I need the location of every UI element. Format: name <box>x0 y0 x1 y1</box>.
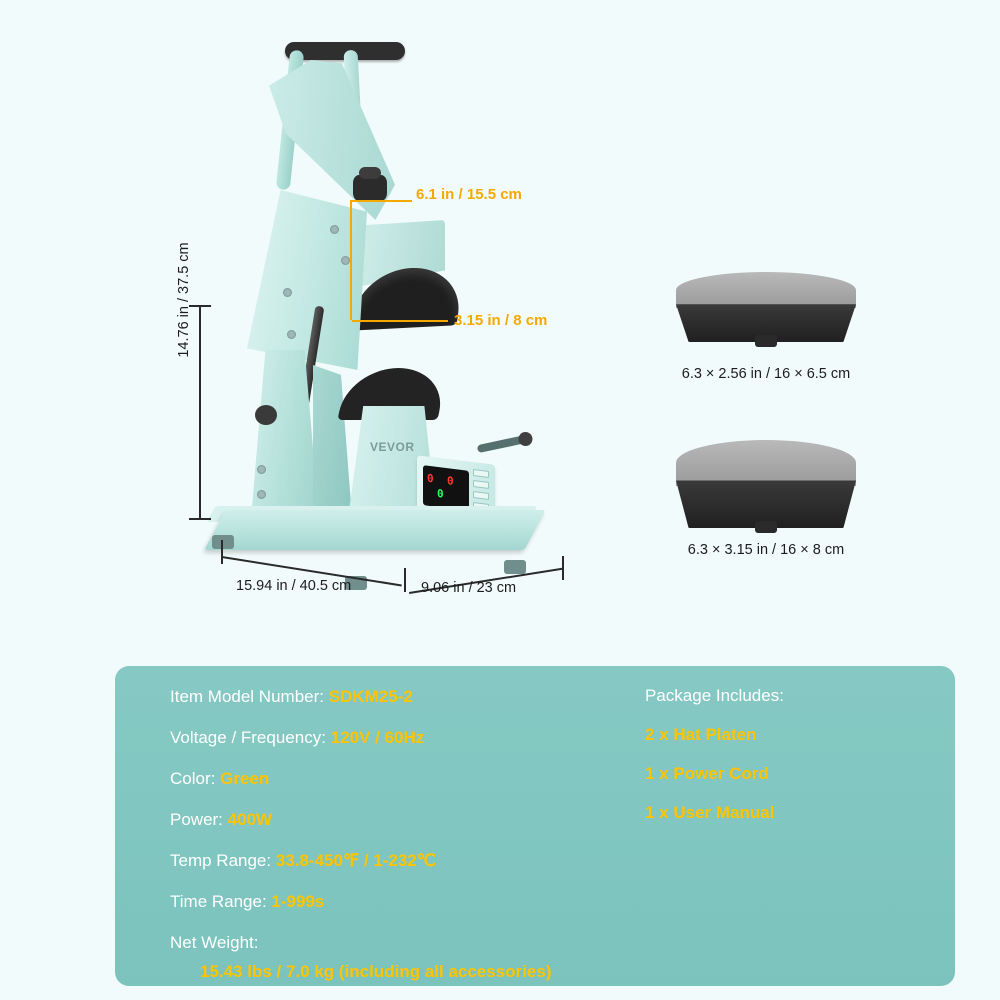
control-buttons[interactable] <box>473 469 489 511</box>
base-foot <box>504 560 526 574</box>
dim-tick-right <box>562 556 564 580</box>
adjust-lever <box>477 435 528 453</box>
spec-row-voltage <box>170 727 650 749</box>
brand-logo: VEVOR <box>370 440 415 454</box>
base-foot <box>212 535 234 549</box>
dim-machine-depth: 9.06 in / 23 cm <box>421 580 517 596</box>
spec-row-color <box>170 768 650 790</box>
spec-label: Temp Range: <box>170 851 272 870</box>
leader-line-platen-depth <box>352 320 448 322</box>
package-item: 2 x Hat Platen <box>645 725 757 744</box>
dim-platen-depth: 3.15 in / 8 cm <box>454 312 548 329</box>
bolt-icon <box>287 330 296 339</box>
side-knob <box>255 405 277 425</box>
platen-cushion <box>676 272 856 308</box>
bolt-icon <box>330 225 339 234</box>
machine-body-upper <box>247 190 367 370</box>
spec-row-power <box>170 809 650 831</box>
spec-value: 120V / 60Hz <box>330 728 425 747</box>
spec-value: 33.8-450℉ / 1-232℃ <box>275 851 436 870</box>
base-plate <box>204 510 545 550</box>
bolt-icon <box>283 288 292 297</box>
hat-platen-small-label: 6.3 × 2.56 in / 16 × 6.5 cm <box>681 366 851 382</box>
heat-press-machine <box>195 20 565 590</box>
bolt-icon <box>341 256 350 265</box>
spec-value: 400W <box>227 810 273 829</box>
spec-row-net-weight <box>170 932 650 954</box>
spec-value: SDKM25-2 <box>328 687 413 706</box>
spec-label: Time Range: <box>170 892 267 911</box>
package-list <box>645 686 935 842</box>
spec-row-time-range <box>170 891 650 913</box>
spec-label: Power: <box>170 810 223 829</box>
dim-tick-bottom <box>189 518 211 520</box>
dim-tick-mid <box>404 568 406 592</box>
platen-stud <box>755 335 777 347</box>
specification-panel <box>115 666 955 986</box>
display-secondary-value: 0 <box>437 486 444 501</box>
bolt-icon <box>257 465 266 474</box>
display-time-value: 0 <box>447 474 454 488</box>
hat-platen-small <box>676 272 856 342</box>
spec-value-net-weight: 15.43 lbs / 7.0 kg (including all accessories) <box>200 962 552 981</box>
dim-line-height <box>199 305 201 520</box>
dim-machine-width: 15.94 in / 40.5 cm <box>236 578 352 594</box>
package-item: 1 x User Manual <box>645 803 775 822</box>
spec-list <box>170 686 650 982</box>
digital-display <box>423 465 469 511</box>
dim-machine-height: 14.76 in / 37.5 cm <box>176 242 192 358</box>
spec-label: Net Weight: <box>170 933 259 952</box>
dim-upper-platen-height: 6.1 in / 15.5 cm <box>416 186 522 203</box>
spec-row-model <box>170 686 650 708</box>
package-item: 1 x Power Cord <box>645 764 769 783</box>
spec-label: Item Model Number: <box>170 687 324 706</box>
spec-value: 1-999s <box>271 892 325 911</box>
platen-stud <box>755 521 777 533</box>
platen-cushion <box>676 440 856 486</box>
package-title: Package Includes: <box>645 686 784 705</box>
leader-line-upper-height-vert <box>350 200 352 320</box>
spec-label: Voltage / Frequency: <box>170 728 326 747</box>
spec-label: Color: <box>170 769 216 788</box>
display-temp-value: 0 <box>427 471 434 486</box>
bolt-icon <box>257 490 266 499</box>
spec-value: Green <box>220 769 270 788</box>
spec-row-temp-range <box>170 850 650 872</box>
pressure-knob <box>353 175 387 201</box>
hat-platen-large-label: 6.3 × 3.15 in / 16 × 8 cm <box>687 542 845 558</box>
leader-line-upper-height <box>352 200 412 202</box>
dim-tick-left <box>221 540 223 564</box>
hat-platen-large <box>676 440 856 528</box>
